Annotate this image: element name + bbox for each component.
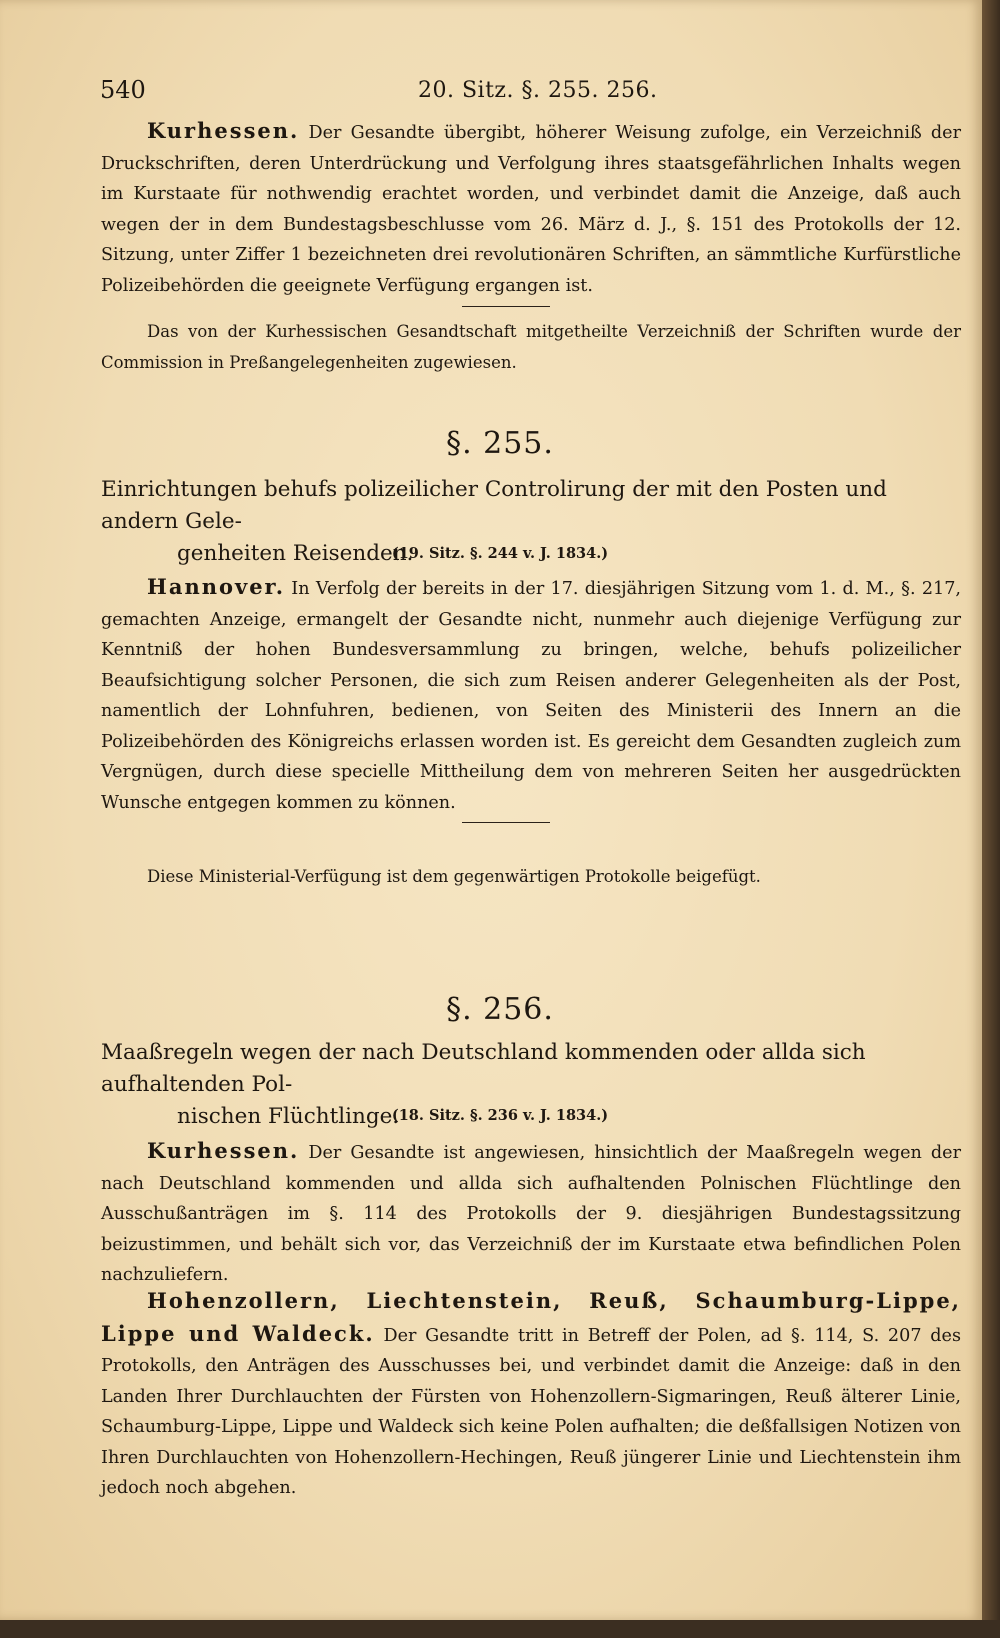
running-head: 20. Sitz. §. 255. 256. xyxy=(418,78,658,103)
paragraph-text: Der Gesandte übergibt, höherer Weisung zufolge, ein Verzeichniß der Druckschriften, deren Unterdrückung und Verfolgung ihres staatsgefährlichen Inhalts wegen im Kurstaate für nothwendig erachtet worden, und verbindet damit die Anzeige, daß auch wegen der in dem Bundestagsbeschlusse vom 26. März d. J., §. 151 des Protokolls der 12. Sitzung, unter Ziffer 1 bezeichneten drei revolutionären Schriften, an sämmtliche Kurfürstliche Polizeibehörden die geeignete Verfügung ergangen ist. xyxy=(101,123,961,296)
paragraph-text: In Verfolg der bereits in der 17. diesjährigen Sitzung vom 1. d. M., §. 217, gemachten Anzeige, ermangelt der Gesandte nicht, nunmehr auch diejenige Verfügung zur Kenntniß der hohen Bundesversammlung zu bringen, welche, behufs polizeilicher Beaufsichtigung solcher Personen, die sich zum Reisen anderer Gelegenheiten als der Post, namentlich der Lohnfuhren, bedienen, von Seiten des Ministerii des Innern an die Polizeibehörden des Königreichs erlassen worden ist. Es gereicht dem Gesandten zugleich zum Vergnügen, durch diese specielle Mittheilung dem von mehreren Seiten her ausgedrückten Wunsche entgegen kommen zu können. xyxy=(101,579,961,813)
section-title-line: Einrichtungen behufs polizeilicher Controlirung der mit den Posten und andern Gele- xyxy=(101,477,887,534)
divider xyxy=(462,822,550,823)
state-name: Kurhessen. xyxy=(147,1138,300,1163)
book-spine-shadow xyxy=(982,0,1000,1638)
page-header xyxy=(100,76,960,106)
page-bottom-shadow xyxy=(0,1620,1000,1638)
resolution-2: Diese Ministerial-Verfügung ist dem gegenwärtigen Protokolle beigefügt. xyxy=(147,867,761,886)
paragraph-text: Der Gesandte tritt in Betreff der Polen, ad §. 114, S. 207 des Protokolls, den Anträgen des Ausschusses bei, und verbindet damit die Anzeige: daß in den Landen Ihrer Durchlauchten der Fürsten von Hohenzollern-Sigmaringen, Reuß älterer Linie, Schaumburg-Lippe, Lippe und Waldeck sich keine Polen aufhalten; die deßfallsigen Notizen von Ihren Durchlauchten von Hohenzollern-Hechingen, Reuß jüngerer Linie und Liechtenstein ihm jedoch noch abgehen. xyxy=(101,1325,961,1498)
state-name: Hannover. xyxy=(147,574,286,599)
state-name: Kurhessen. xyxy=(147,118,300,143)
resolution-1: Das von der Kurhessischen Gesandtschaft mitgetheilte Verzeichniß der Schriften wurde der Commission in Preßangelegenheiten zugewiesen. xyxy=(101,322,961,372)
section-title-line: Maaßregeln wegen der nach Deutschland kommenden oder allda sich aufhaltenden Pol- xyxy=(101,1040,866,1097)
page-number: 540 xyxy=(100,76,146,104)
paragraph-text: Der Gesandte ist angewiesen, hinsichtlich der Maaßregeln wegen der nach Deutschland kommenden und allda sich aufhaltenden Polnischen Flüchtlinge den Ausschußanträgen im §. 114 des Protokolls der 9. diesjährigen Bundestagssitzung beizustimmen, und behält sich vor, das Verzeichniß der im Kurstaate etwa befindlichen Polen nachzuliefern. xyxy=(101,1143,961,1285)
paragraph-kurhessen-1 xyxy=(101,116,961,301)
section-reference-256: (18. Sitz. §. 236 v. J. 1834.) xyxy=(391,1107,609,1124)
section-reference-255: (19. Sitz. §. 244 v. J. 1834.) xyxy=(391,545,609,562)
paragraph-hohenzollern xyxy=(101,1286,961,1504)
section-number-255: §. 255. xyxy=(446,426,554,461)
section-number-256: §. 256. xyxy=(446,992,554,1027)
section-title-line: genheiten Reisenden. xyxy=(177,541,414,566)
paragraph-kurhessen-2 xyxy=(101,1136,961,1291)
state-names: Hohenzollern, Liechtenstein, Reuß, Schaumburg-Lippe, Lippe und Waldeck. xyxy=(101,1288,961,1346)
paragraph-hannover xyxy=(101,572,961,818)
section-title-line: nischen Flüchtlinge. xyxy=(177,1104,400,1129)
divider xyxy=(462,306,550,307)
